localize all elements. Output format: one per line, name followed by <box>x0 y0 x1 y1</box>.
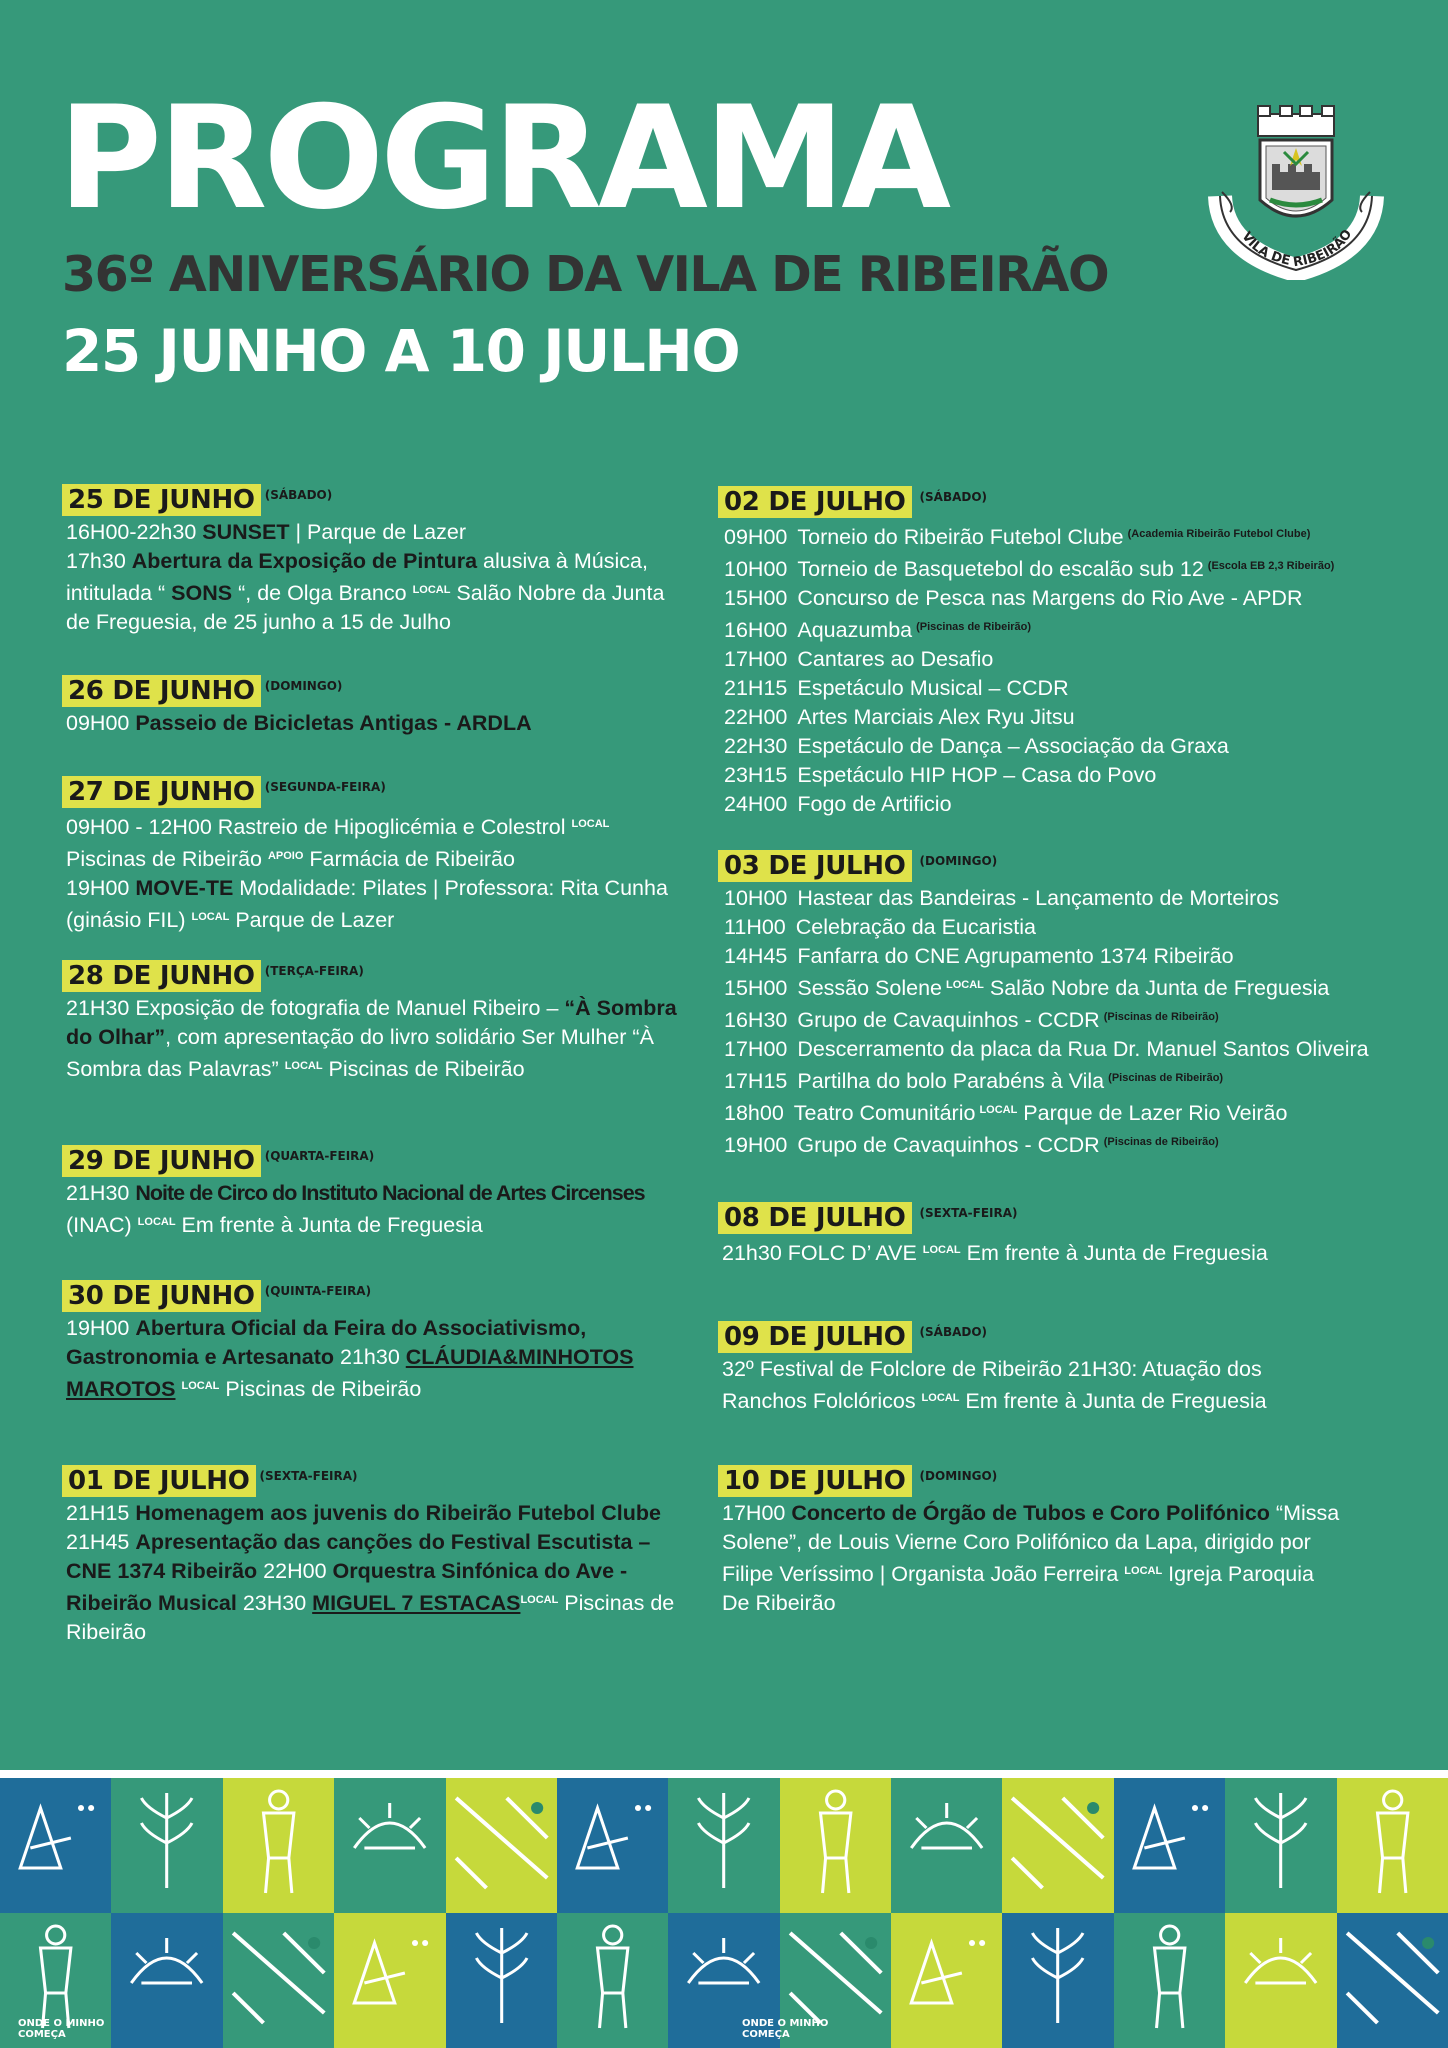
event-title: Espetáculo Musical – CCDR <box>797 676 1069 700</box>
event-title: Fogo de Artificio <box>797 792 952 816</box>
day-weekday: (SÁBADO) <box>919 490 988 504</box>
day-date: 03 DE JULHO <box>718 850 912 882</box>
event-title: Concurso de Pesca nas Margens do Rio Ave - APDR <box>797 586 1303 610</box>
event-time: 19H00 <box>724 1133 788 1157</box>
schedule-item <box>724 645 1334 674</box>
day-events: 09H00 - 12H00 Rastreio de Hipoglicémia e Colestrol $^{LOCAL}$ Piscinas de Ribeirão $^{APOIO}$ Farmácia de Ribeirão 19H00 MOVE-TE Modalidade: Pilates | Professora: Rita Cunha (ginásio FIL) $^{LOCAL}$ Parque de Lazer <box>66 815 668 932</box>
day-weekday: (SEGUNDA-FEIRA) <box>264 780 386 794</box>
day-03-julho <box>718 850 1369 1160</box>
day-25-junho <box>62 484 682 637</box>
footer-motif-icon <box>1337 1913 1448 2048</box>
event-title: Torneio do Ribeirão Futebol Clube <box>797 525 1124 549</box>
day-01-julho <box>62 1465 682 1647</box>
footer-motif-icon <box>891 1913 1002 2048</box>
footer-tile <box>446 1913 557 2048</box>
footer-tagline: ONDE O MINHO COMEÇA <box>18 2018 105 2040</box>
event-title: Fanfarra do CNE Agrupamento 1374 Ribeirão <box>797 944 1234 968</box>
footer-tile <box>891 1913 1002 2048</box>
schedule-item <box>724 761 1334 790</box>
day-02-julho <box>718 486 1334 819</box>
footer-motif-icon <box>1225 1778 1336 1913</box>
schedule-item <box>724 1064 1369 1096</box>
footer-tile <box>1337 1778 1448 1913</box>
event-note: (Escola EB 2,3 Ribeirão) <box>1207 560 1335 572</box>
event-title: Partilha do bolo Parabéns à Vila <box>797 1069 1105 1093</box>
event-title: Espetáculo HIP HOP – Casa do Povo <box>797 763 1157 787</box>
event-time: 23H15 <box>724 763 788 787</box>
schedule-item <box>724 1035 1369 1064</box>
event-time: 16H00 <box>724 618 788 642</box>
event-time: 11H00 <box>724 915 786 939</box>
event-title: Aquazumba <box>797 618 913 642</box>
day-date: 29 DE JUNHO <box>62 1145 261 1177</box>
event-location: Salão Nobre da Junta de Freguesia <box>983 976 1330 1000</box>
day-29-junho <box>62 1145 682 1240</box>
schedule-item <box>724 584 1334 613</box>
day-weekday: (TERÇA-FEIRA) <box>264 964 364 978</box>
schedule-item <box>724 732 1334 761</box>
footer-tile <box>0 1778 111 1913</box>
event-title: Espetáculo de Dança – Associação da Graxa <box>797 734 1229 758</box>
schedule-item <box>724 971 1369 1003</box>
event-time: 09H00 <box>724 525 788 549</box>
footer-tile <box>891 1778 1002 1913</box>
event-note: (Academia Ribeirão Futebol Clube) <box>1127 528 1311 540</box>
event-time: 15H00 <box>724 976 788 1000</box>
day-events: 21h30 FOLC D’ AVE $^{LOCAL}$ Em frente à Junta de Freguesia <box>722 1241 1268 1265</box>
schedule-item <box>724 613 1334 645</box>
footer-motif-icon <box>780 1778 891 1913</box>
schedule-item <box>724 520 1334 552</box>
event-location: Parque de Lazer Rio Veirão <box>1017 1101 1288 1125</box>
schedule-item <box>724 1003 1369 1035</box>
event-note: (Piscinas de Ribeirão) <box>916 621 1032 633</box>
event-time: 14H45 <box>724 944 788 968</box>
event-time: 16H30 <box>724 1008 788 1032</box>
footer-tagline: ONDE O MINHO COMEÇA <box>742 2018 829 2040</box>
footer-motif-icon <box>557 1913 668 2048</box>
event-title: Hastear das Bandeiras - Lançamento de Morteiros <box>797 886 1279 910</box>
day-events: 17H00 Concerto de Órgão de Tubos e Coro Polifónico “Missa Solene”, de Louis Vierne Coro Polifónico da Lapa, dirigido por Filipe Veríssimo | Organista João Ferreira $^{LOCAL}$ Igreja Paroquia De Ribeirão <box>722 1501 1340 1615</box>
day-30-junho <box>62 1280 682 1404</box>
event-title: Artes Marciais Alex Ryu Jitsu <box>797 705 1075 729</box>
footer-motif-icon <box>1114 1778 1225 1913</box>
date-range: 25 JUNHO A 10 JULHO <box>62 317 740 385</box>
day-27-junho <box>62 776 682 935</box>
day-weekday: (SEXTA-FEIRA) <box>259 1469 358 1483</box>
day-events: 21H15 Homenagem aos juvenis do Ribeirão Futebol Clube 21H45 Apresentação das canções do Festival Escutista – CNE 1374 Ribeirão 22H00 Orquestra Sinfónica do Ave - Ribeirão Musical 23H30 MIGUEL 7 $ESTACAS^{LOCAL}$ Piscinas de Ribeirão <box>66 1501 675 1644</box>
day-28-junho <box>62 960 682 1084</box>
footer-tile <box>223 1913 334 2048</box>
schedule-item <box>724 1128 1369 1160</box>
schedule-item <box>724 1096 1369 1128</box>
day-date: 30 DE JUNHO <box>62 1280 261 1312</box>
day-events <box>724 520 1334 819</box>
event-title: Torneio de Basquetebol do escalão sub 12 <box>797 557 1204 581</box>
footer-motif-icon <box>1002 1778 1113 1913</box>
schedule-item <box>724 790 1334 819</box>
footer-tile <box>334 1778 445 1913</box>
day-weekday: (SEXTA-FEIRA) <box>919 1206 1018 1220</box>
schedule-item <box>724 913 1369 942</box>
footer-tile <box>446 1778 557 1913</box>
footer-tile <box>1114 1778 1225 1913</box>
page-title: PROGRAMA <box>58 76 948 241</box>
event-note: LOCAL <box>979 1104 1018 1116</box>
footer-tile <box>223 1778 334 1913</box>
day-weekday: (DOMINGO) <box>919 1469 998 1483</box>
schedule-item <box>724 884 1369 913</box>
event-time: 21H15 <box>724 676 788 700</box>
footer-motif-icon <box>446 1913 557 2048</box>
day-events: 21H30 Noite de Circo do Instituto Nacional de Artes Circenses (INAC) $^{LOCAL}$ Em frente à Junta de Freguesia <box>66 1181 645 1237</box>
page-subtitle: 36º ANIVERSÁRIO DA VILA DE RIBEIRÃO <box>62 246 1109 303</box>
event-title: Grupo de Cavaquinhos - CCDR <box>797 1133 1100 1157</box>
day-date: 27 DE JUNHO <box>62 776 261 808</box>
day-events <box>724 884 1369 1160</box>
footer-tile <box>1225 1778 1336 1913</box>
footer-motif-icon <box>557 1778 668 1913</box>
event-note: (Piscinas de Ribeirão) <box>1108 1072 1224 1084</box>
event-time: 10H00 <box>724 886 788 910</box>
coat-of-arms-icon <box>1200 100 1392 280</box>
crest-text: VILA DE RIBEIRÃO <box>1238 227 1356 271</box>
day-09-julho <box>718 1321 1342 1416</box>
footer-motif-icon <box>111 1913 222 2048</box>
event-note: (Piscinas de Ribeirão) <box>1103 1011 1219 1023</box>
day-date: 08 DE JULHO <box>718 1202 912 1234</box>
event-time: 17H00 <box>724 647 788 671</box>
footer-motif-icon <box>334 1913 445 2048</box>
footer-motif-icon <box>223 1778 334 1913</box>
footer-tiles <box>0 1778 1448 2048</box>
footer-tile <box>668 1778 779 1913</box>
day-26-junho <box>62 675 532 738</box>
event-note: (Piscinas de Ribeirão) <box>1103 1136 1219 1148</box>
schedule-item <box>724 942 1369 971</box>
schedule-item <box>724 552 1334 584</box>
day-date: 28 DE JUNHO <box>62 960 261 992</box>
event-note: LOCAL <box>946 979 984 991</box>
event-title: Sessão Solene <box>797 976 942 1000</box>
day-date: 25 DE JUNHO <box>62 484 261 516</box>
day-date: 09 DE JULHO <box>718 1321 912 1353</box>
footer-motif-icon <box>1337 1778 1448 1913</box>
day-weekday: (SÁBADO) <box>919 1325 988 1339</box>
footer-tile <box>1337 1913 1448 2048</box>
day-08-julho <box>718 1202 1268 1268</box>
footer-tile <box>1114 1913 1225 2048</box>
footer-motif-icon <box>1225 1913 1336 2048</box>
footer-motif-icon <box>0 1778 111 1913</box>
footer-motif-icon <box>891 1778 1002 1913</box>
event-title: Cantares ao Desafio <box>797 647 994 671</box>
footer-pattern <box>0 1770 1448 2048</box>
day-events: 32º Festival de Folclore de Ribeirão 21H30: Atuação dos Ranchos Folclóricos $^{LOCAL}$ Em frente à Junta de Freguesia <box>722 1357 1267 1413</box>
event-time: 15H00 <box>724 586 788 610</box>
day-events: 19H00 Abertura Oficial da Feira do Associativismo, Gastronomia e Artesanato 21h30 CLÁUDIA&MINHOTOS MAROTOS $^{LOCAL}$ Piscinas de Ribeirão <box>66 1316 634 1401</box>
event-time: 22H00 <box>724 705 788 729</box>
day-events: 21H30 Exposição de fotografia de Manuel Ribeiro – “À Sombra do Olhar”, com apresentação do livro solidário Ser Mulher “À Sombra das Palavras” $^{LOCAL}$ Piscinas de Ribeirão <box>66 996 677 1081</box>
footer-motif-icon <box>111 1778 222 1913</box>
day-weekday: (QUARTA-FEIRA) <box>264 1149 375 1163</box>
footer-motif-icon <box>1114 1913 1225 2048</box>
event-time: 24H00 <box>724 792 788 816</box>
day-date: 01 DE JULHO <box>62 1465 256 1497</box>
footer-motif-icon <box>1002 1913 1113 2048</box>
day-date: 02 DE JULHO <box>718 486 912 518</box>
schedule-item <box>724 674 1334 703</box>
footer-tile <box>1225 1913 1336 2048</box>
footer-tile <box>1002 1913 1113 2048</box>
event-title: Grupo de Cavaquinhos - CCDR <box>797 1008 1100 1032</box>
event-title: Teatro Comunitário <box>793 1101 976 1125</box>
footer-tile <box>334 1913 445 2048</box>
footer-tile <box>1002 1778 1113 1913</box>
footer-motif-icon <box>223 1913 334 2048</box>
schedule-item <box>724 703 1334 732</box>
day-weekday: (DOMINGO) <box>264 679 343 693</box>
event-time: 17H15 <box>724 1069 788 1093</box>
footer-tile <box>111 1913 222 2048</box>
day-date: 10 DE JULHO <box>718 1465 912 1497</box>
footer-motif-icon <box>668 1778 779 1913</box>
footer-motif-icon <box>446 1778 557 1913</box>
footer-tile <box>557 1778 668 1913</box>
footer-tile <box>557 1913 668 2048</box>
day-weekday: (DOMINGO) <box>919 854 998 868</box>
day-weekday: (SÁBADO) <box>264 488 333 502</box>
event-title: Descerramento da placa da Rua Dr. Manuel Santos Oliveira <box>797 1037 1369 1061</box>
event-time: 18h00 <box>724 1101 784 1125</box>
day-10-julho <box>718 1465 1342 1618</box>
footer-tile <box>780 1778 891 1913</box>
day-date: 26 DE JUNHO <box>62 675 261 707</box>
footer-tile <box>111 1778 222 1913</box>
event-time: 10H00 <box>724 557 788 581</box>
event-time: 22H30 <box>724 734 788 758</box>
day-weekday: (QUINTA-FEIRA) <box>264 1284 372 1298</box>
footer-motif-icon <box>334 1778 445 1913</box>
day-events: 09H00 Passeio de Bicicletas Antigas - ARDLA <box>66 711 532 735</box>
day-events: 16H00-22h30 SUNSET | Parque de Lazer 17h30 Abertura da Exposição de Pintura alusiva à Música, intitulada “ SONS “, de Olga Branco $^{LOCAL}$ Salão Nobre da Junta de Freguesia, de 25 junho a 15 de Julho <box>66 520 665 634</box>
event-title: Celebração da Eucaristia <box>795 915 1036 939</box>
event-time: 17H00 <box>724 1037 788 1061</box>
